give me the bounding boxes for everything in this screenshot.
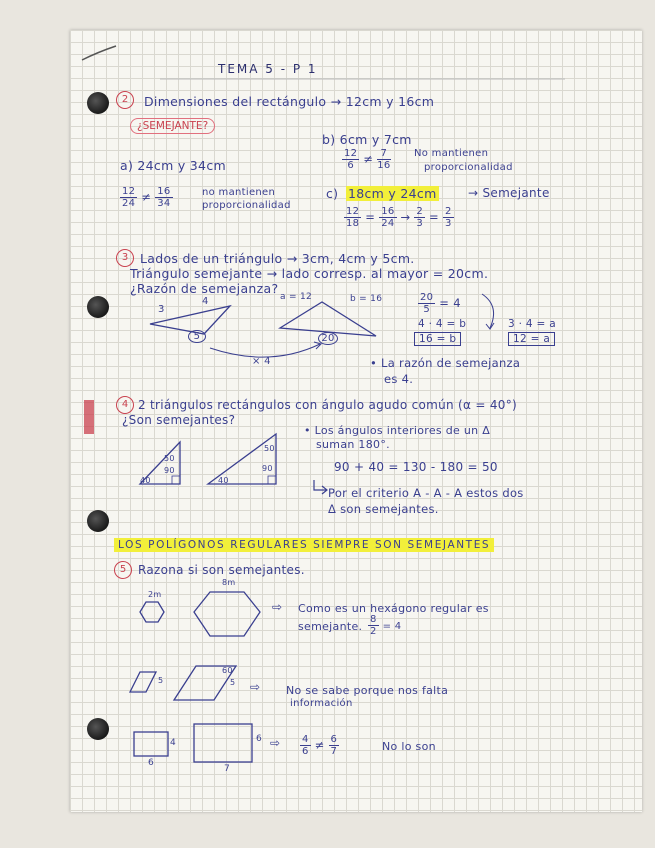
q4-t1-angle-right: 90 xyxy=(164,466,175,475)
q4-criterion-1: Por el criterio A - A - A estos dos xyxy=(328,486,524,500)
q2-option-c-label: c) xyxy=(326,186,339,201)
q5-rect-big-base: 7 xyxy=(224,764,231,774)
question-number-5: 5 xyxy=(114,561,132,579)
q4-triangles-diagram xyxy=(136,432,296,492)
q5-rect-big-side: 6 xyxy=(256,734,263,744)
q5-line-1: Razona si son semejantes. xyxy=(138,563,305,577)
question-number-4: 4 xyxy=(116,396,134,414)
q2-option-b: b) 6cm y 7cm xyxy=(322,132,412,147)
q5-hex-arrow: ⇨ xyxy=(272,600,283,614)
q4-criterion-2: Δ son semejantes. xyxy=(328,502,439,516)
q5-big-hexagon xyxy=(194,592,260,636)
q3-big-base: 20 xyxy=(318,332,338,345)
rule-banner: LOS POLÍGONOS REGULARES SIEMPRE SON SEMEJANTES xyxy=(114,538,494,552)
q3-line-3: ¿Razón de semejanza? xyxy=(130,281,279,296)
q5-small-hexagon xyxy=(140,602,164,622)
q5-para-note-1: No se sabe porque nos falta xyxy=(286,684,449,697)
binder-hole-3 xyxy=(87,510,109,532)
q3-small-base: 5 xyxy=(188,330,206,343)
q3-line-2: Triángulo semejante → lado corresp. al mayor = 20cm. xyxy=(130,266,489,281)
q3-calc-a: 3 · 4 = a xyxy=(508,318,556,330)
binder-hole-1 xyxy=(87,92,109,114)
q3-big-side-b: b = 16 xyxy=(350,294,383,304)
q2-option-a-note: no mantienen proporcionalidad xyxy=(202,187,291,211)
q3-small-side-a: 3 xyxy=(158,304,165,315)
q2-option-a-work: $\frac{12}{24}$ ≠ $\frac{16}{34}$ xyxy=(122,186,171,209)
q3-line-1: Lados de un triángulo → 3cm, 4cm y 5cm. xyxy=(140,251,415,266)
question-number-3: 3 xyxy=(116,249,134,267)
q5-para-big-side: 5 xyxy=(230,678,236,687)
q4-line-1: 2 triángulos rectángulos con ángulo agudo común (α = 40°) xyxy=(138,398,517,412)
q3-result-a: 12 = a xyxy=(508,332,555,346)
q5-small-rectangle xyxy=(134,732,168,756)
q4-note-2: suman 180°. xyxy=(316,438,390,451)
q2-option-c-result: → Semejante xyxy=(468,186,550,200)
q4-calc: 90 + 40 = 130 - 180 = 50 xyxy=(334,460,498,474)
page-tab-marker xyxy=(84,400,94,434)
q3-ratio-calc: $\frac{20}{5}$ = 4 xyxy=(420,292,461,315)
q4-t2-angle-right: 90 xyxy=(262,464,273,473)
q5-hex-note-2: semejante. xyxy=(298,620,363,633)
q3-conclusion-1: • La razón de semejanza xyxy=(370,356,521,370)
q3-big-triangle xyxy=(280,302,376,336)
q2-option-c-work: $\frac{12}{18}$ = $\frac{16}{24}$ → $\frac{2}{3}$ = $\frac{2}{3}$ xyxy=(346,206,452,229)
q5-rect-ratio: $\frac{4}{6}$ ≠ $\frac{6}{7}$ xyxy=(302,734,338,757)
q3-small-side-b: 4 xyxy=(202,296,209,307)
q3-calc-b: 4 · 4 = b xyxy=(418,318,467,330)
q4-t1-angle-top: 50 xyxy=(164,454,175,463)
q3-result-b: 16 = b xyxy=(414,332,461,346)
q5-para-small-label: 5 xyxy=(158,676,164,685)
q4-t2-angle-left: 40 xyxy=(218,476,229,485)
q5-rect-arrow: ⇨ xyxy=(270,736,281,750)
q5-rect-small-side: 4 xyxy=(170,738,177,748)
q5-small-parallelogram xyxy=(130,672,156,692)
q3-big-side-a: a = 12 xyxy=(280,292,313,302)
q5-hex-ratio: $\frac{8}{2}$ = 4 xyxy=(370,614,402,637)
q3-link-arrow xyxy=(480,292,510,332)
q4-note-1: • Los ángulos interiores de un Δ xyxy=(304,424,491,437)
q5-para-arrow: ⇨ xyxy=(250,680,261,694)
q4-line-2: ¿Son semejantes? xyxy=(122,413,236,427)
q3-multiplier: × 4 xyxy=(252,356,271,367)
q5-rect-note: No lo son xyxy=(382,740,436,753)
q5-rect-small-base: 6 xyxy=(148,758,155,768)
q3-conclusion-2: es 4. xyxy=(384,372,414,386)
q2-option-b-note-2: proporcionalidad xyxy=(424,162,513,173)
q2-statement: Dimensiones del rectángulo → 12cm y 16cm xyxy=(144,94,435,109)
binder-hole-2 xyxy=(87,296,109,318)
q5-hex-small-label: 2m xyxy=(148,590,162,599)
q4-arrow xyxy=(310,478,330,498)
q5-hex-note-1: Como es un hexágono regular es xyxy=(298,602,489,615)
q5-hex-big-label: 8m xyxy=(222,578,236,587)
q4-t1-angle-left: 40 xyxy=(140,476,151,485)
q5-para-note-2: información xyxy=(290,698,353,709)
q2-option-b-note-1: No mantienen xyxy=(414,148,489,159)
question-number-2: 2 xyxy=(116,91,134,109)
title-underline xyxy=(160,78,570,82)
q4-t2-angle-top: 50 xyxy=(264,444,275,453)
q5-big-rectangle xyxy=(194,724,252,762)
q2-question-badge: ¿SEMEJANTE? xyxy=(130,118,215,134)
page-title: TEMA 5 - P 1 xyxy=(218,62,318,76)
q2-option-b-work: $\frac{12}{6}$ ≠ $\frac{7}{16}$ xyxy=(344,148,391,171)
pen-stroke xyxy=(80,44,120,64)
binder-hole-4 xyxy=(87,718,109,740)
q5-para-big-angle: 60 xyxy=(222,666,233,675)
q2-option-c-highlight: 18cm y 24cm xyxy=(348,186,437,201)
q2-option-a: a) 24cm y 34cm xyxy=(120,158,226,173)
